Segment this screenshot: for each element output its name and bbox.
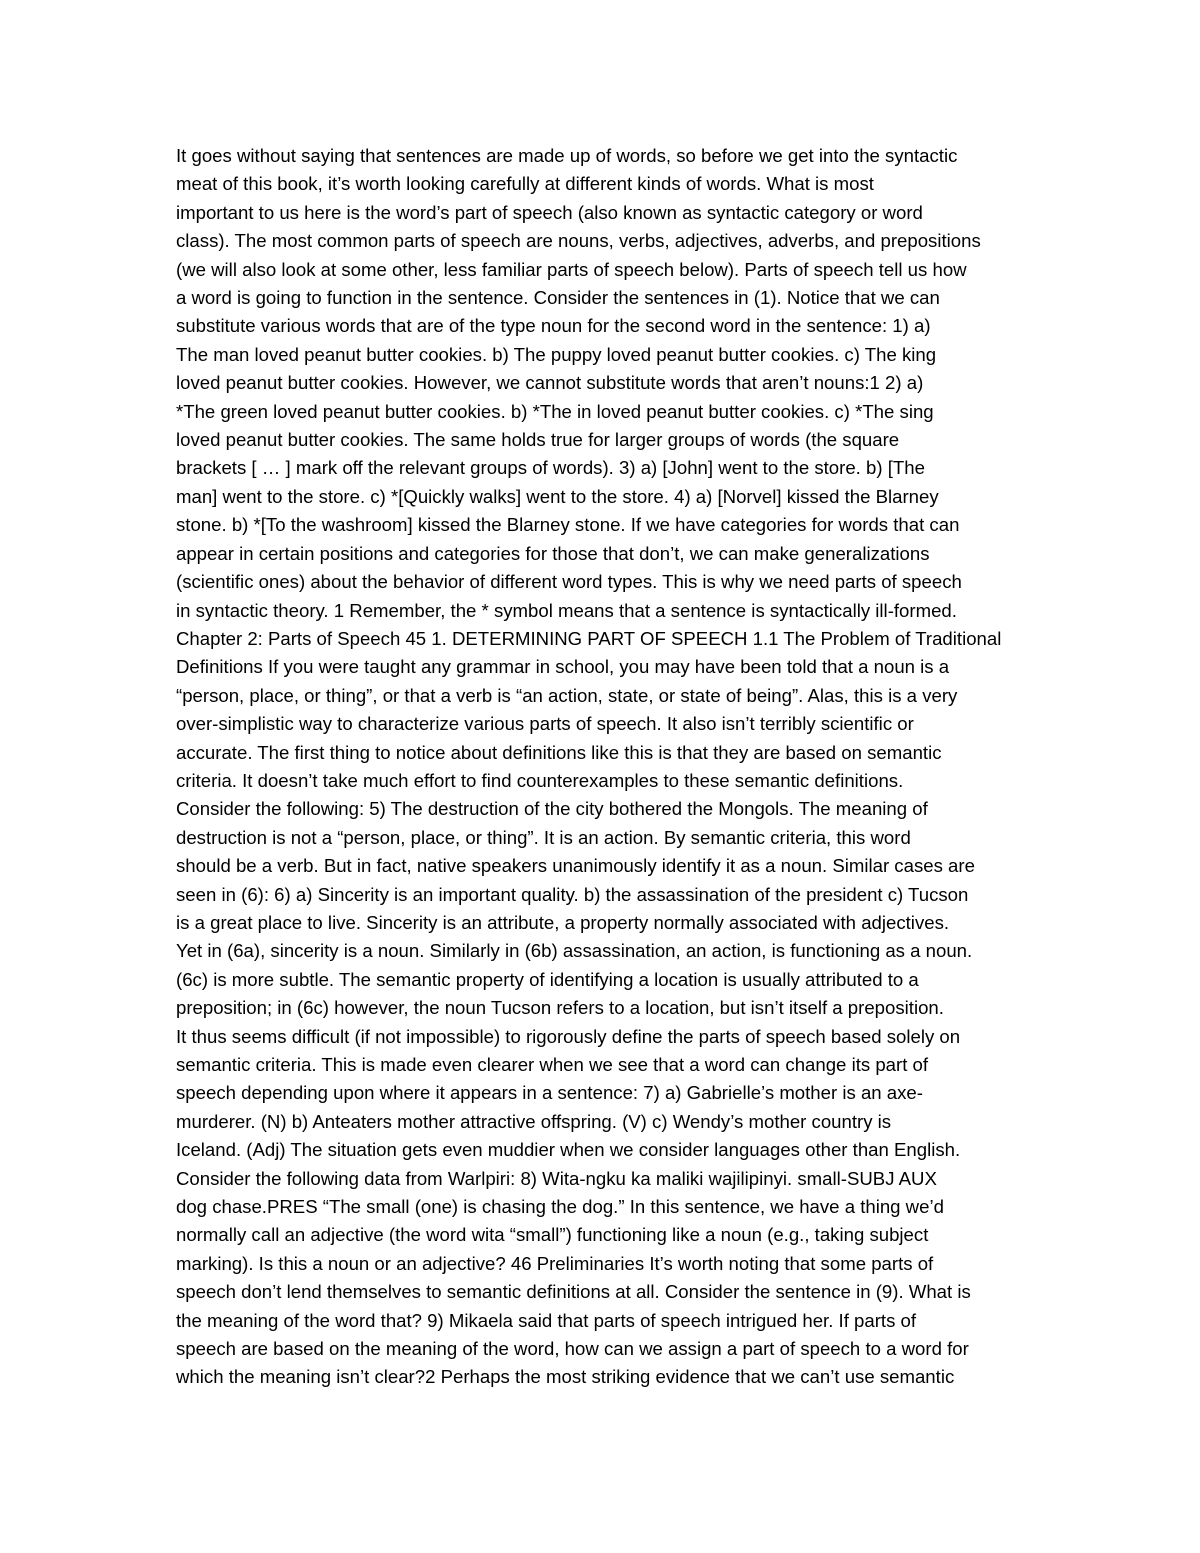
text-line: speech don’t lend themselves to semantic definitions at all. Consider the sentence in (9). What is	[176, 1281, 971, 1303]
text-line: The man loved peanut butter cookies. b) The puppy loved peanut butter cookies. c) The king	[176, 343, 937, 365]
text-line: preposition; in (6c) however, the noun Tucson refers to a location, but isn’t itself a preposition.	[176, 997, 944, 1019]
text-line: accurate. The first thing to notice about definitions like this is that they are based on semantic	[176, 741, 942, 763]
text-line: It thus seems difficult (if not impossible) to rigorously define the parts of speech based solely on	[176, 1025, 961, 1047]
text-line: murderer. (N) b) Anteaters mother attractive offspring. (V) c) Wendy’s mother country is	[176, 1110, 892, 1132]
text-line: Iceland. (Adj) The situation gets even muddier when we consider languages other than English.	[176, 1139, 961, 1161]
text-line: “person, place, or thing”, or that a verb is “an action, state, or state of being”. Alas, this is a very	[176, 684, 958, 706]
text-line: appear in certain positions and categories for those that don’t, we can make generalizations	[176, 542, 930, 564]
text-line: in syntactic theory. 1 Remember, the * symbol means that a sentence is syntactically ill-formed.	[176, 599, 957, 621]
text-line: loved peanut butter cookies. The same holds true for larger groups of words (the square	[176, 429, 900, 451]
text-line: which the meaning isn’t clear?2 Perhaps the most striking evidence that we can’t use semantic	[176, 1366, 955, 1388]
text-line: Consider the following data from Warlpiri: 8) Wita-ngku ka maliki wajilipinyi. small-SUBJ AUX	[176, 1167, 937, 1189]
text-line: speech depending upon where it appears in a sentence: 7) a) Gabrielle’s mother is an axe-	[176, 1082, 923, 1104]
text-line: *The green loved peanut butter cookies. b) *The in loved peanut butter cookies. c) *The sing	[176, 400, 934, 422]
text-line: (6c) is more subtle. The semantic property of identifying a location is usually attributed to a	[176, 968, 919, 990]
text-line: is a great place to live. Sincerity is an attribute, a property normally associated with adjectives.	[176, 911, 950, 933]
text-line: speech are based on the meaning of the word, how can we assign a part of speech to a word for	[176, 1338, 969, 1360]
text-line: meat of this book, it’s worth looking carefully at different kinds of words. What is most	[176, 173, 874, 195]
text-line: marking). Is this a noun or an adjective? 46 Preliminaries It’s worth noting that some parts of	[176, 1252, 934, 1274]
text-line: over-simplistic way to characterize various parts of speech. It also isn’t terribly scientific or	[176, 713, 914, 735]
text-line: man] went to the store. c) *[Quickly walks] went to the store. 4) a) [Norvel] kissed the Blarney	[176, 485, 939, 507]
text-line: Yet in (6a), sincerity is a noun. Similarly in (6b) assassination, an action, is functioning as a noun.	[176, 940, 973, 962]
text-line: It goes without saying that sentences are made up of words, so before we get into the syntactic	[176, 145, 958, 166]
text-line: important to us here is the word’s part of speech (also known as syntactic category or word	[176, 201, 923, 223]
text-line: Definitions If you were taught any grammar in school, you may have been told that a noun is a	[176, 656, 950, 678]
text-line: (scientific ones) about the behavior of different word types. This is why we need parts of speech	[176, 571, 962, 593]
text-line: substitute various words that are of the type noun for the second word in the sentence: 1) a)	[176, 315, 931, 337]
text-line: stone. b) *[To the washroom] kissed the Blarney stone. If we have categories for words that can	[176, 514, 960, 536]
text-line: a word is going to function in the sentence. Consider the sentences in (1). Notice that we can	[176, 287, 940, 309]
text-line: semantic criteria. This is made even clearer when we see that a word can change its part of	[176, 1054, 929, 1075]
text-line: the meaning of the word that? 9) Mikaela said that parts of speech intrigued her. If parts of	[176, 1309, 917, 1331]
text-line: class). The most common parts of speech are nouns, verbs, adjectives, adverbs, and prepositions	[176, 230, 981, 252]
text-line: criteria. It doesn’t take much effort to find counterexamples to these semantic definitions.	[176, 769, 904, 791]
text-line: brackets [ … ] mark off the relevant groups of words). 3) a) [John] went to the store. b) [The	[176, 457, 925, 479]
text-line: should be a verb. But in fact, native speakers unanimously identify it as a noun. Similar cases are	[176, 855, 975, 877]
text-line: Consider the following: 5) The destruction of the city bothered the Mongols. The meaning of	[176, 798, 928, 820]
text-line: dog chase.PRES “The small (one) is chasing the dog.” In this sentence, we have a thing we’d	[176, 1196, 944, 1218]
text-line: seen in (6): 6) a) Sincerity is an important quality. b) the assassination of the president c) Tucson	[176, 883, 969, 905]
text-line: normally call an adjective (the word wita “small”) functioning like a noun (e.g., taking subject	[176, 1224, 929, 1246]
text-line: loved peanut butter cookies. However, we cannot substitute words that aren’t nouns:1 2) a)	[176, 372, 924, 394]
body-paragraph	[176, 142, 1036, 1392]
text-line: destruction is not a “person, place, or thing”. It is an action. By semantic criteria, this word	[176, 826, 911, 848]
text-line: (we will also look at some other, less familiar parts of speech below). Parts of speech tell us how	[176, 258, 967, 280]
text-line: Chapter 2: Parts of Speech 45 1. DETERMINING PART OF SPEECH 1.1 The Problem of Traditional	[176, 627, 1002, 649]
